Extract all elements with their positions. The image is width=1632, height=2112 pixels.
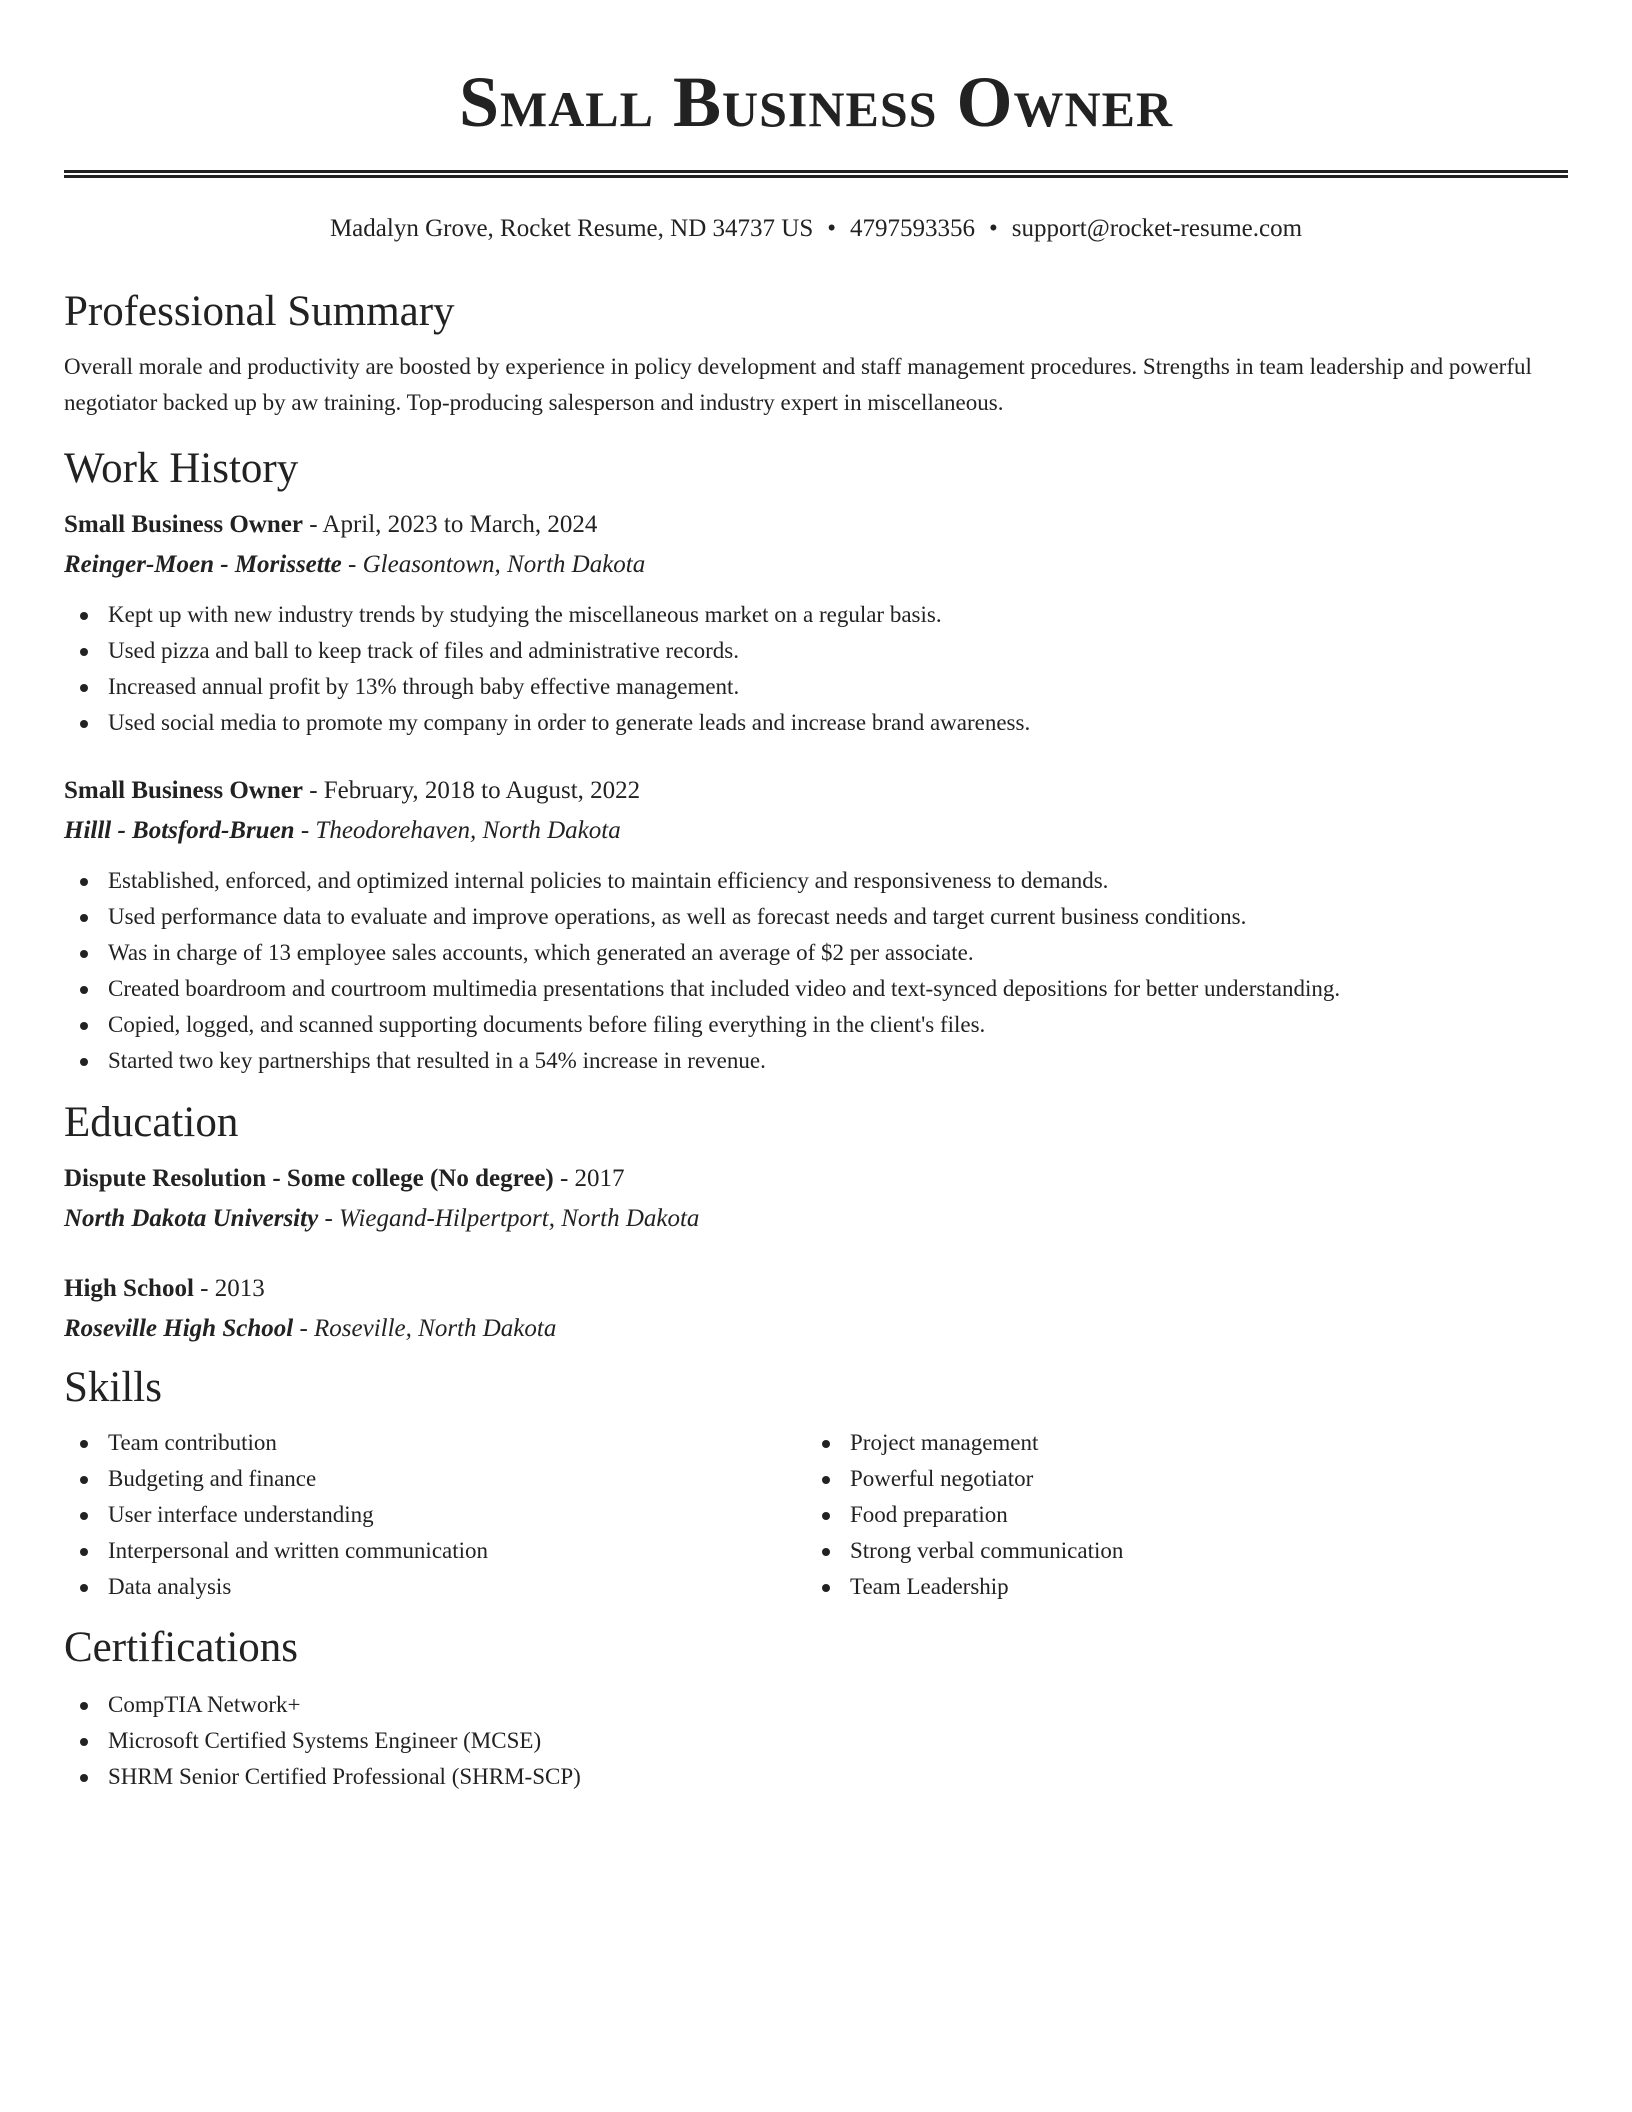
job-bullets (64, 863, 1568, 1079)
graduation-year: - 2017 (553, 1165, 625, 1192)
education-entry (64, 1159, 1568, 1239)
company-line (64, 545, 1568, 585)
job-dates: - April, 2023 to March, 2024 (302, 511, 598, 538)
list-item: Started two key partnerships that resulted in a 54% increase in revenue. (64, 1043, 1568, 1079)
list-item: Increased annual profit by 13% through baby effective management. (64, 669, 1568, 705)
company-location: - Gleasontown, North Dakota (341, 551, 646, 578)
graduation-year: - 2013 (193, 1275, 265, 1302)
degree-name: High School (64, 1275, 194, 1302)
degree-line (64, 1159, 1568, 1199)
job-title-line (64, 771, 1568, 811)
education-entry (64, 1269, 1568, 1349)
section-title-certifications: Certifications (64, 1624, 299, 1671)
company-name: Reinger-Moen - Morissette (64, 551, 342, 578)
job-title: Small Business Owner (64, 511, 303, 538)
title-double-rule (64, 170, 1568, 178)
job-title: Small Business Owner (64, 777, 303, 804)
job-entry (64, 505, 1568, 741)
degree-name: Dispute Resolution - Some college (No degree) (64, 1165, 554, 1192)
contact-email: support@rocket-resume.com (1011, 215, 1303, 242)
list-item: Used performance data to evaluate and improve operations, as well as forecast needs and target current business conditions. (64, 899, 1568, 935)
list-item: Team contribution (64, 1425, 806, 1461)
list-item: CompTIA Network+ (64, 1687, 1568, 1723)
company-line (64, 811, 1568, 851)
list-item: Interpersonal and written communication (64, 1533, 806, 1569)
skills-grid (64, 1425, 1568, 1605)
school-name: North Dakota University (64, 1205, 319, 1232)
degree-line (64, 1269, 1568, 1309)
list-item: Data analysis (64, 1569, 806, 1605)
company-location: - Theodorehaven, North Dakota (294, 817, 621, 844)
contact-address: Madalyn Grove, Rocket Resume, ND 34737 US (329, 215, 814, 242)
contact-line (64, 214, 1568, 244)
job-entry (64, 771, 1568, 1079)
list-item: Used pizza and ball to keep track of files and administrative records. (64, 633, 1568, 669)
list-item: Was in charge of 13 employee sales accounts, which generated an average of $2 per associate. (64, 935, 1568, 971)
list-item: Budgeting and finance (64, 1461, 806, 1497)
job-bullets (64, 597, 1568, 741)
skills-column-right (806, 1425, 1548, 1605)
separator-dot: • (827, 215, 836, 242)
section-title-summary: Professional Summary (64, 288, 455, 335)
separator-dot: • (988, 215, 998, 242)
list-item: Copied, logged, and scanned supporting documents before filing everything in the client's files. (64, 1007, 1568, 1043)
school-location: - Wiegand-Hilpertport, North Dakota (318, 1205, 700, 1232)
list-item: Food preparation (806, 1497, 1548, 1533)
list-item: Used social media to promote my company in order to generate leads and increase brand awareness. (64, 705, 1568, 741)
contact-phone: 4797593356 (849, 215, 975, 242)
list-item: Powerful negotiator (806, 1461, 1548, 1497)
section-title-skills: Skills (64, 1364, 162, 1411)
section-title-work-history: Work History (64, 445, 299, 492)
list-item: Established, enforced, and optimized internal policies to maintain efficiency and responsiveness to demands. (64, 863, 1568, 899)
school-name: Roseville High School (64, 1315, 294, 1342)
resume-page (64, 0, 1568, 1795)
school-line (64, 1309, 1568, 1349)
certifications-list (64, 1687, 1568, 1795)
skills-column-left (64, 1425, 806, 1605)
list-item: Project management (806, 1425, 1548, 1461)
list-item: Microsoft Certified Systems Engineer (MCSE) (64, 1723, 1568, 1759)
summary-text: Overall morale and productivity are boosted by experience in policy development and staff management procedures. Strengths in team leadership and powerful negotiator backed up by aw training. Top-producing salesperson and industry expert in miscellaneous. (64, 354, 1532, 415)
list-item: Strong verbal communication (806, 1533, 1548, 1569)
section-title-education: Education (64, 1099, 239, 1146)
school-location: - Roseville, North Dakota (293, 1315, 557, 1342)
job-title-line (64, 505, 1568, 545)
job-dates: - February, 2018 to August, 2022 (302, 777, 641, 804)
company-name: Hilll - Botsford-Bruen (64, 817, 295, 844)
list-item: Kept up with new industry trends by studying the miscellaneous market on a regular basis. (64, 597, 1568, 633)
list-item: User interface understanding (64, 1497, 806, 1533)
list-item: Created boardroom and courtroom multimedia presentations that included video and text-synced depositions for better understanding. (64, 971, 1568, 1007)
school-line (64, 1199, 1568, 1239)
list-item: SHRM Senior Certified Professional (SHRM-SCP) (64, 1759, 1568, 1795)
resume-title: Small Business Owner (458, 62, 1174, 142)
list-item: Team Leadership (806, 1569, 1548, 1605)
